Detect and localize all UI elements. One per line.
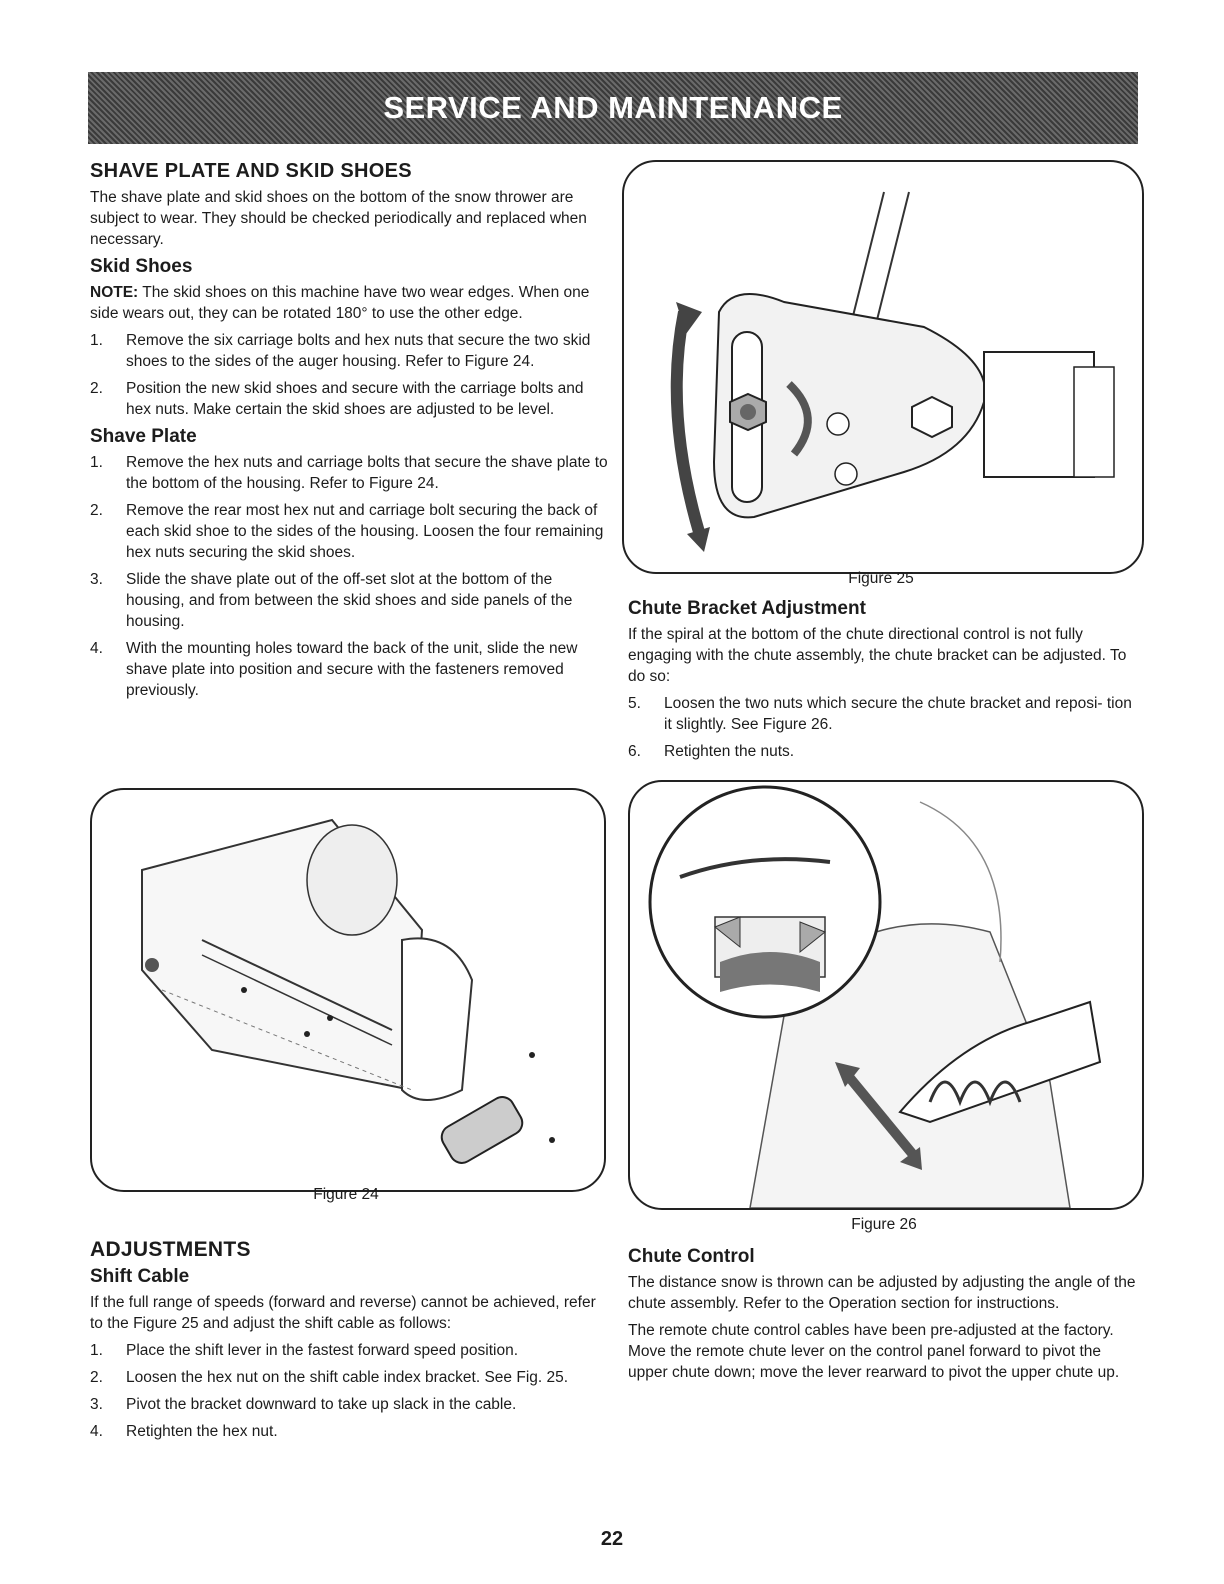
step-number: 2. [90,502,103,519]
banner-title: SERVICE AND MAINTENANCE [383,90,843,125]
chute-bracket-drawing [630,782,1142,1208]
adjustments-section [90,1238,610,1448]
chute-control-section [628,1242,1140,1389]
list-item [90,1367,610,1388]
figure-26-illustration [628,780,1144,1210]
auger-housing-drawing [92,790,604,1190]
skid-shoes-heading: Skid Shoes [90,256,193,277]
step-text: Slide the shave plate out of the off-set slot at the bottom of the housing, and from between the skid shoes and side panels of the housing. [126,571,573,630]
step-number: 1. [90,454,103,471]
figure-24-caption: Figure 24 [313,1186,379,1203]
step-number: 4. [90,1423,103,1440]
chute-control-paragraph-2: The remote chute control cables have been pre-adjusted at the factory. Move the remote chute lever on the control panel forward to pivot the upper chute down; move the lever rearward to pivot the upper chute up. [628,1322,1120,1381]
shift-cable-heading: Shift Cable [90,1266,190,1287]
step-number: 3. [90,571,103,588]
list-item [90,500,610,563]
chute-control-paragraph-1: The distance snow is thrown can be adjusted by adjusting the angle of the chute assembly. Refer to the Operation section for instructions. [628,1274,1136,1312]
shift-cable-steps [90,1340,610,1442]
step-text: Loosen the two nuts which secure the chute bracket and reposi- tion it slightly. See Figure 26. [664,695,1132,733]
chute-control-heading: Chute Control [628,1246,755,1267]
skid-shoes-note [90,282,610,324]
section-banner [88,72,1138,144]
figure-25-illustration [622,160,1144,574]
chute-bracket-intro: If the spiral at the bottom of the chute directional control is not fully engaging with the chute assembly, the chute bracket can be adjusted. To do so: [628,626,1127,685]
chute-bracket-section [628,594,1140,768]
step-text: Remove the six carriage bolts and hex nuts that secure the two skid shoes to the sides of the auger housing. Refer to Figure 24. [126,332,591,370]
shave-plate-intro: The shave plate and skid shoes on the bottom of the snow thrower are subject to wear. They should be checked periodically and replaced when necessary. [90,189,587,248]
adjustments-heading: ADJUSTMENTS [90,1238,251,1261]
list-item [90,1394,610,1415]
shift-cable-intro: If the full range of speeds (forward and reverse) cannot be achieved, refer to the Figure 25 and adjust the shift cable as follows: [90,1294,596,1332]
step-number: 2. [90,380,103,397]
figure-24-illustration [90,788,606,1192]
step-number: 3. [90,1396,103,1413]
list-item [90,452,610,494]
step-text: Place the shift lever in the fastest forward speed position. [126,1342,519,1359]
step-number: 1. [90,332,103,349]
chute-bracket-steps [628,693,1140,762]
shave-plate-steps [90,452,610,701]
skid-shoes-steps [90,330,610,420]
list-item [90,1421,610,1442]
list-item [90,569,610,632]
shave-plate-section [90,160,610,707]
step-text: Retighten the nuts. [664,743,795,760]
step-number: 5. [628,695,641,712]
step-number: 4. [90,640,103,657]
list-item [628,693,1140,735]
page-number: 22 [600,1528,624,1550]
list-item [628,741,1140,762]
step-text: Remove the rear most hex nut and carriage bolt securing the back of each skid shoe to the sides of the housing. Loosen the four remaining hex nuts securing the skid shoes. [126,502,604,561]
step-number: 1. [90,1342,103,1359]
step-text: Remove the hex nuts and carriage bolts that secure the shave plate to the bottom of the housing. Refer to Figure 24. [126,454,608,492]
step-text: Loosen the hex nut on the shift cable index bracket. See Fig. 25. [126,1369,569,1386]
list-item [90,638,610,701]
list-item [90,330,610,372]
list-item [90,378,610,420]
note-label: NOTE: [90,284,139,301]
step-text: Position the new skid shoes and secure with the carriage bolts and hex nuts. Make certain the skid shoes are adjusted to be level. [126,380,584,418]
step-text: With the mounting holes toward the back of the unit, slide the new shave plate into position and secure with the fasteners removed previously. [126,640,578,699]
figure-26-caption: Figure 26 [851,1216,917,1233]
chute-bracket-heading: Chute Bracket Adjustment [628,598,866,619]
step-text: Retighten the hex nut. [126,1423,278,1440]
note-text: The skid shoes on this machine have two wear edges. When one side wears out, they can be rotated 180° to use the other edge. [90,284,590,322]
shave-plate-heading: SHAVE PLATE AND SKID SHOES [90,160,412,182]
shave-plate-subheading: Shave Plate [90,426,197,447]
shift-cable-bracket-drawing [624,162,1142,572]
list-item [90,1340,610,1361]
figure-25-caption: Figure 25 [848,570,914,587]
step-text: Pivot the bracket downward to take up slack in the cable. [126,1396,517,1413]
step-number: 6. [628,743,641,760]
step-number: 2. [90,1369,103,1386]
